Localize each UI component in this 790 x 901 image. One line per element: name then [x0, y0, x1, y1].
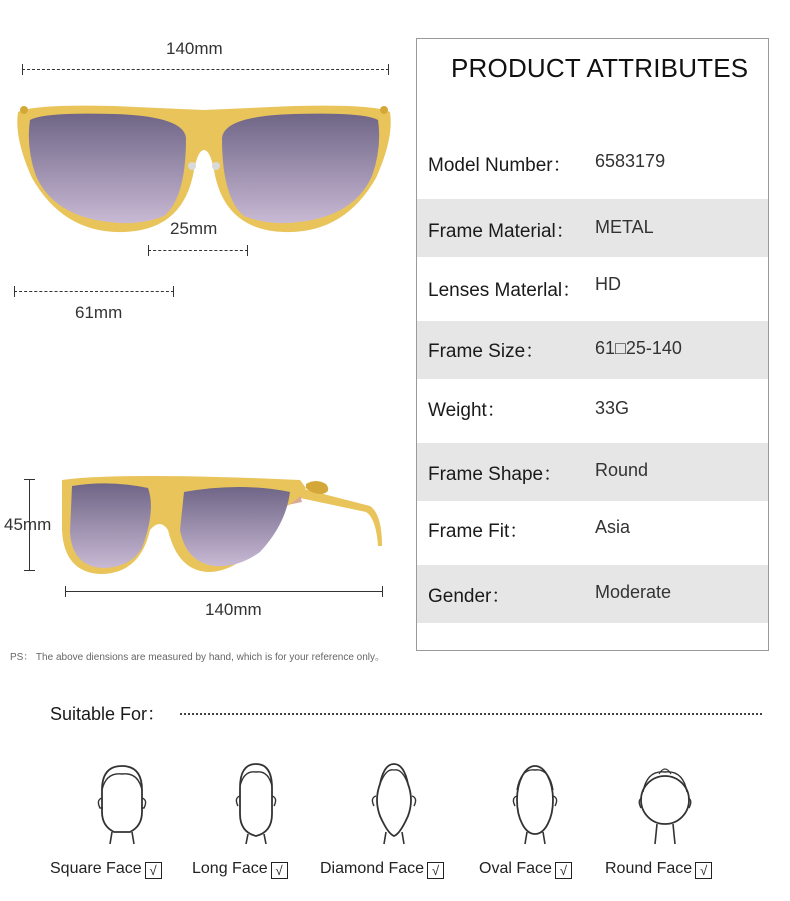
attribute-row-frame-size — [417, 321, 768, 379]
attribute-row-weight — [417, 379, 768, 443]
product-attributes-table — [416, 38, 769, 651]
check-mark-icon: √ — [271, 862, 288, 879]
face-label-text: Long Face — [192, 860, 268, 877]
top-width-dimension-line — [22, 69, 389, 70]
height-label: 45mm — [4, 515, 52, 534]
attribute-row-model-number — [417, 134, 768, 194]
check-mark-icon: √ — [695, 862, 712, 879]
attribute-key: Frame Shape： — [428, 464, 563, 485]
face-label-text: Diamond Face — [320, 860, 425, 877]
side-width-dimension-line — [65, 591, 383, 592]
attribute-key: Gender： — [428, 586, 511, 607]
attribute-key: Frame Fit： — [428, 521, 529, 542]
attribute-key: Weight： — [428, 400, 506, 421]
bridge-label: 25mm — [170, 219, 218, 238]
face-label — [192, 860, 288, 879]
attribute-value: Moderate — [595, 582, 672, 602]
face-label-text: Oval Face — [479, 860, 552, 877]
top-width-label: 140mm — [166, 39, 223, 58]
check-mark-icon: √ — [427, 862, 444, 879]
attribute-row-gender — [417, 565, 768, 623]
side-width-label: 140mm — [205, 600, 262, 619]
attribute-key: Frame Material： — [428, 221, 575, 242]
attribute-key: Lenses Materlal： — [428, 280, 582, 301]
check-mark-icon: √ — [145, 862, 162, 879]
attribute-row-frame-material — [417, 199, 768, 257]
attribute-row-frame-shape — [417, 443, 768, 501]
face-label — [320, 860, 444, 879]
diamond-face-icon — [364, 760, 424, 845]
lens-width-dimension-line — [14, 291, 174, 292]
attributes-title: PRODUCT ATTRIBUTES — [451, 53, 749, 83]
measurement-note: PS： The above diensions are measured by hand, which is for your reference only。 — [10, 652, 386, 663]
face-label-text: Square Face — [50, 860, 142, 877]
round-face-icon — [635, 760, 695, 845]
face-label — [479, 860, 572, 879]
lens-width-label: 61mm — [75, 303, 123, 322]
attribute-row-frame-fit — [417, 501, 768, 565]
attribute-row-lenses-material — [417, 257, 768, 321]
long-face-icon — [226, 760, 286, 845]
attribute-value: 6583179 — [595, 151, 666, 171]
attribute-key: Model Number： — [428, 155, 572, 176]
attribute-value: Asia — [595, 517, 631, 537]
attribute-key: Frame Size： — [428, 341, 545, 362]
attribute-value: 61□25-140 — [595, 338, 682, 358]
face-label-text: Round Face — [605, 860, 693, 877]
attribute-value: METAL — [595, 217, 654, 237]
attribute-value: Round — [595, 460, 649, 480]
oval-face-icon — [505, 760, 565, 845]
face-label — [605, 860, 712, 879]
check-mark-icon: √ — [555, 862, 572, 879]
bridge-dimension-line — [148, 250, 248, 251]
suitable-for-heading: Suitable For： — [50, 704, 166, 724]
sunglasses-side-image — [50, 470, 390, 580]
face-label — [50, 860, 162, 879]
dotted-divider — [180, 713, 762, 715]
square-face-icon — [92, 760, 152, 845]
attribute-value: HD — [595, 274, 621, 294]
attribute-value: 33G — [595, 398, 630, 418]
